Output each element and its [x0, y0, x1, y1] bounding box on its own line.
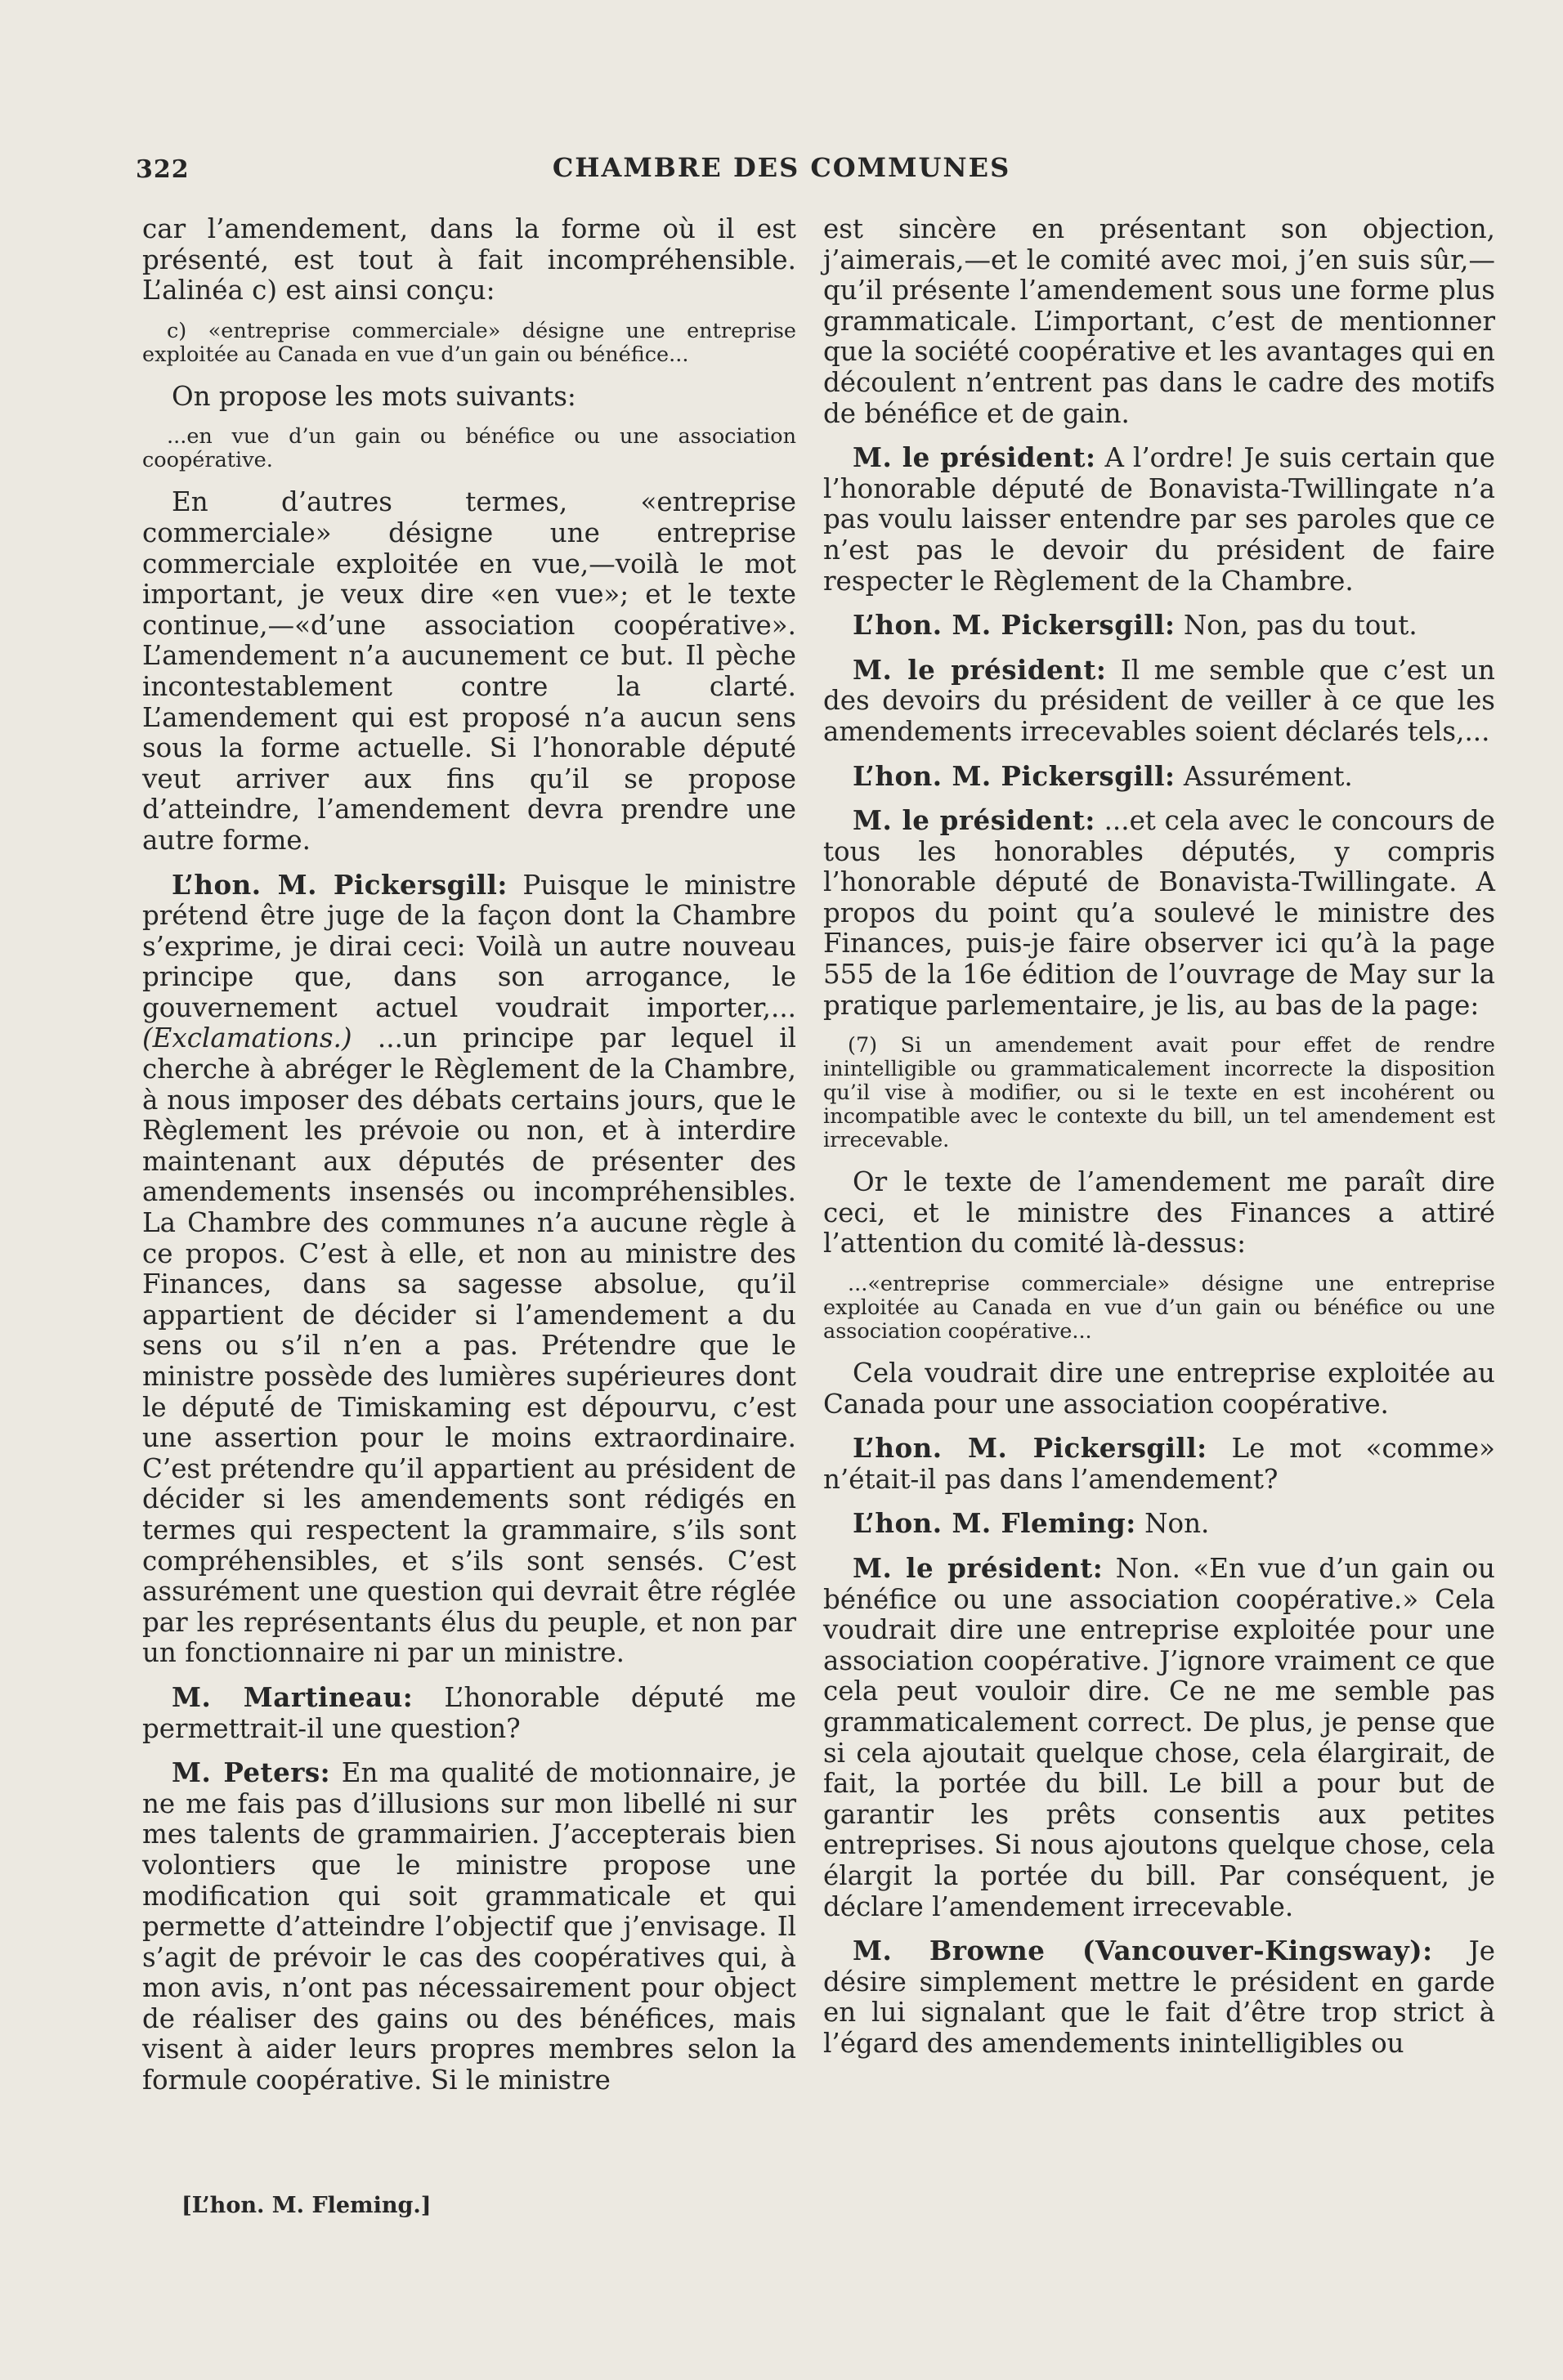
speaker-name: M. Peters:: [172, 1756, 331, 1789]
speech-paragraph: [823, 1433, 1495, 1495]
speaker-name: M. le président:: [853, 441, 1096, 474]
paragraph-text: Non, pas du tout.: [1183, 610, 1417, 642]
speaker-name: L’hon. M. Pickersgill:: [853, 759, 1176, 792]
quotation: [823, 1273, 1495, 1344]
paragraph-text: ...et cela avec le concours de tous les honorables députés, y compris l’honorable député de Bonavista-Twillingate. A propos du point qu’a soulevé le ministre des Finances, puis-je faire observer ici qu’à la page 555 de la 16e édition de l’ouvrage de May sur la pratique parlementaire, je lis, au bas de la page:: [823, 805, 1495, 1021]
footer-reference: [L’hon. M. Fleming.]: [181, 2193, 432, 2218]
paragraph-text: Je désire simplement mettre le président en garde en lui signalant que le fait d’être trop strict à l’égard des amendements inintelligibles ou: [823, 1935, 1495, 2059]
speaker-name: L’hon. M. Pickersgill:: [853, 609, 1176, 642]
speech-paragraph: [823, 442, 1495, 597]
quotation: [142, 425, 796, 472]
speech-paragraph: [823, 761, 1495, 793]
paragraph-text: c) «entreprise commerciale» désigne une entreprise exploitée au Canada en vue d’un gain ou bénéfice...: [142, 318, 796, 367]
speech-paragraph: [142, 870, 796, 1669]
running-title: CHAMBRE DES COMMUNES: [552, 152, 1011, 183]
speech-paragraph: [823, 1935, 1495, 2059]
speaker-name: M. le président:: [853, 653, 1107, 686]
paragraph-text: Non. «En vue d’un gain ou bénéfice ou une association coopérative.» Cela voudrait dire une entreprise exploitée pour une association coopérative. J’ignore vraiment ce que cela peut vouloir dire. Ce ne me semble pas grammaticalement correct. De plus, je pense que si cela ajoutait quelque chose, cela élargirait, de fait, la portée du bill. Le bill a pour but de garantir les prêts consentis aux petites entreprises. Si nous ajoutons quelque chose, cela élargit la portée du bill. Par conséquent, je déclare l’amendement irrecevable.: [823, 1553, 1495, 1922]
paragraph-text: Or le texte de l’amendement me paraît dire ceci, et le ministre des Finances a attiré l’attention du comité là-dessus:: [823, 1166, 1495, 1259]
speech-paragraph: [823, 1508, 1495, 1540]
quotation: [823, 1034, 1495, 1152]
speaker-name: L’hon. M. Pickersgill:: [172, 868, 508, 901]
speech-paragraph: [142, 1682, 796, 1744]
paragraph: [823, 1358, 1495, 1420]
paragraph: [142, 487, 796, 856]
paragraph-text: En d’autres termes, «entreprise commerciale» désigne une entreprise commerciale exploitée en vue,—voilà le mot important, je veux dire «en vue»; et le texte continue,—«d’une association coopérative». L’amendement n’a aucunement ce but. Il pèche incontestablement contre la clarté. L’amendement qui est proposé n’a aucun sens sous la forme actuelle. Si l’honorable député veut arriver aux fins qu’il se propose d’atteindre, l’amendement devra prendre une autre forme.: [142, 486, 796, 856]
paragraph-text: ...en vue d’un gain ou bénéfice ou une association coopérative.: [142, 424, 796, 473]
paragraph-text: Non.: [1144, 1508, 1210, 1540]
quotation: [142, 320, 796, 367]
paragraph-text-continued: ...un principe par lequel il cherche à abréger le Règlement de la Chambre, à nous imposer des débats certains jours, que le Règlement les prévoie ou non, et à interdire maintenant aux députés de présenter des amendements insensés ou incompréhensibles. La Chambre des communes n’a aucune règle à ce propos. C’est à elle, et non au ministre des Finances, dans sa sagesse absolue, qu’il appartient de décider si l’amendement a du sens ou s’il n’en a pas. Prétendre que le ministre possède des lumières supérieures dont le député de Timiskaming est dépourvu, c’est une assertion pour le moins extraordinaire. C’est prétendre qu’il appartient au président de décider si les amendements sont rédigés en termes qui respectent la grammaire, s’ils sont compréhensibles, et s’ils sont sensés. C’est assurément une question qui devrait être réglée par les représentants élus du peuple, et non par un fonctionnaire ni par un ministre.: [142, 1022, 796, 1669]
speaker-name: M. Martineau:: [172, 1680, 414, 1713]
speech-paragraph: [823, 1553, 1495, 1922]
paragraph-text: Puisque le ministre prétend être juge de la façon dont la Chambre s’exprime, je dirai ceci: Voilà un autre nouveau principe que, dans son arrogance, le gouvernement actuel voudrait importer,...: [142, 869, 796, 1023]
speech-paragraph: [823, 655, 1495, 748]
paragraph-text: est sincère en présentant son objection, j’aimerais,—et le comité avec moi, j’en suis sûr,—qu’il présente l’amendement sous une forme plus grammaticale. L’important, c’est de mentionner que la société coopérative et les avantages qui en découlent n’entrent pas dans le cadre des motifs de bénéfice et de gain.: [823, 213, 1495, 429]
speaker-name: L’hon. M. Pickersgill:: [853, 1432, 1207, 1465]
paragraph-text: En ma qualité de motionnaire, je ne me fais pas d’illusions sur mon libellé ni sur mes talents de grammairien. J’accepterais bien volontiers que le ministre propose une modification qui soit grammaticale et qui permette d’atteindre l’objectif que j’envisage. Il s’agit de prévoir le cas des coopératives qui, à mon avis, n’ont pas nécessairement pour object de réaliser des gains ou des bénéfices, mais visent à aider leurs propres membres selon la formule coopérative. Si le ministre: [142, 1757, 796, 2096]
paragraph-text: Il me semble que c’est un des devoirs du président de veiller à ce que les amendements irrecevables soient déclarés tels,...: [823, 654, 1495, 747]
interjection: (Exclamations.): [142, 1022, 352, 1054]
paragraph-text: car l’amendement, dans la forme où il est présenté, est tout à fait incompréhensible. L’alinéa c) est ainsi conçu:: [142, 213, 796, 306]
paragraph-text: ...«entreprise commerciale» désigne une entreprise exploitée au Canada en vue d’un gain ou bénéfice ou une association coopérative...: [823, 1272, 1495, 1344]
speaker-name: M. Browne (Vancouver-Kingsway):: [853, 1935, 1433, 1967]
speaker-name: L’hon. M. Fleming:: [853, 1507, 1136, 1540]
speaker-name: M. le président:: [853, 804, 1095, 837]
speaker-name: M. le président:: [853, 1552, 1104, 1584]
paragraph-text: On propose les mots suivants:: [172, 380, 576, 412]
left-column: [142, 214, 796, 2109]
speech-paragraph: [142, 1757, 796, 2096]
paragraph: [823, 1167, 1495, 1259]
paragraph: [142, 214, 796, 306]
right-column: [823, 214, 1495, 2073]
paragraph-text: Le mot «comme» n’était-il pas dans l’amendement?: [823, 1433, 1495, 1495]
speech-paragraph: [823, 805, 1495, 1021]
paragraph-text: A l’ordre! Je suis certain que l’honorable député de Bonavista-Twillingate n’a pas voulu laisser entendre par ses paroles que ce n’est pas le devoir du président de faire respecter le Règlement de la Chambre.: [823, 442, 1495, 597]
speech-paragraph: [823, 610, 1495, 642]
paragraph-text: Cela voudrait dire une entreprise exploitée au Canada pour une association coopérative.: [823, 1358, 1495, 1420]
paragraph: [142, 382, 796, 413]
paragraph-text: (7) Si un amendement avait pour effet de rendre inintelligible ou grammaticalement incorrecte la disposition qu’il vise à modifier, ou si le texte en est incohérent ou incompatible avec le contexte du bill, un tel amendement est irrecevable.: [823, 1033, 1495, 1153]
paragraph-text: L’honorable député me permettrait-il une question?: [142, 1681, 796, 1744]
paragraph: [823, 214, 1495, 429]
page-number: 322: [136, 155, 190, 184]
paragraph-text: Assurément.: [1183, 760, 1353, 792]
